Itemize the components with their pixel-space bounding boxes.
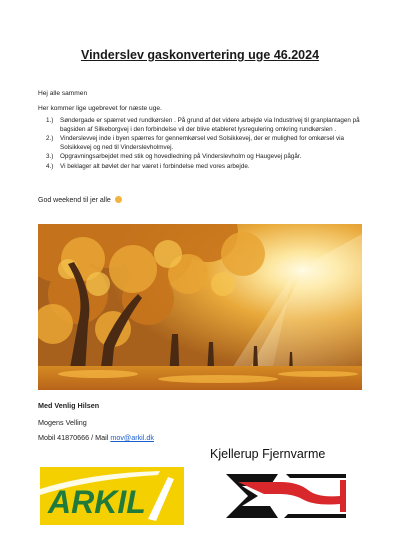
list-number: 1.) [46, 117, 54, 124]
signature-contact [38, 433, 154, 442]
intro-text: Her kommer lige ugebrevet for næste uge. [38, 105, 162, 112]
page-title: Vinderslev gaskonvertering uge 46.2024 [80, 48, 320, 62]
closing-text: God weekend til jer alle [38, 197, 111, 204]
list-text: Vinderslevvej inde i byen spærres for gennemkørsel ved Solsikkevej, der er mulighed for omkørsel via Solsikkevej og ned til Vinderslevholmvej. [60, 135, 345, 151]
kjellerup-title: Kjellerup Fjernvarme [210, 447, 326, 461]
update-list [46, 117, 366, 173]
contact-prefix: Mobil 41870666 / Mail [38, 433, 111, 442]
list-number: 4.) [46, 162, 54, 170]
email-link[interactable]: mov@arkil.dk [110, 433, 154, 442]
list-text: Søndergade er spærret ved rundkørslen . På grund af det videre arbejde via Industrivej til granplantagen på bagsiden af Silkeborgvej i den forbindelse vil der blive etableret lysregulering omkring rundkørslen . [60, 117, 360, 133]
autumn-forest-photo [38, 224, 362, 390]
list-item [46, 163, 366, 172]
list-text: Opgravningsarbejdet med stik og hovedledning på Vinderslevholm og Haugevej pågår. [60, 153, 302, 161]
greeting: Hej alle sammen [38, 90, 88, 97]
closing-line [38, 196, 122, 204]
signature-name: Mogens Velling [38, 418, 87, 427]
smile-emoji-icon [115, 196, 122, 203]
list-item [46, 117, 366, 134]
arkil-logo-text: ARKIL [48, 484, 146, 520]
list-number: 2.) [46, 135, 54, 143]
signature-regards: Med Venlig Hilsen [38, 401, 100, 410]
list-text: Vi beklager alt bøvlet der har været i forbindelse med vores arbejde. [60, 162, 250, 170]
list-item [46, 135, 366, 152]
list-item [46, 153, 366, 162]
list-number: 3.) [46, 153, 54, 161]
arkil-logo [40, 467, 184, 525]
kjellerup-logo [218, 470, 348, 522]
